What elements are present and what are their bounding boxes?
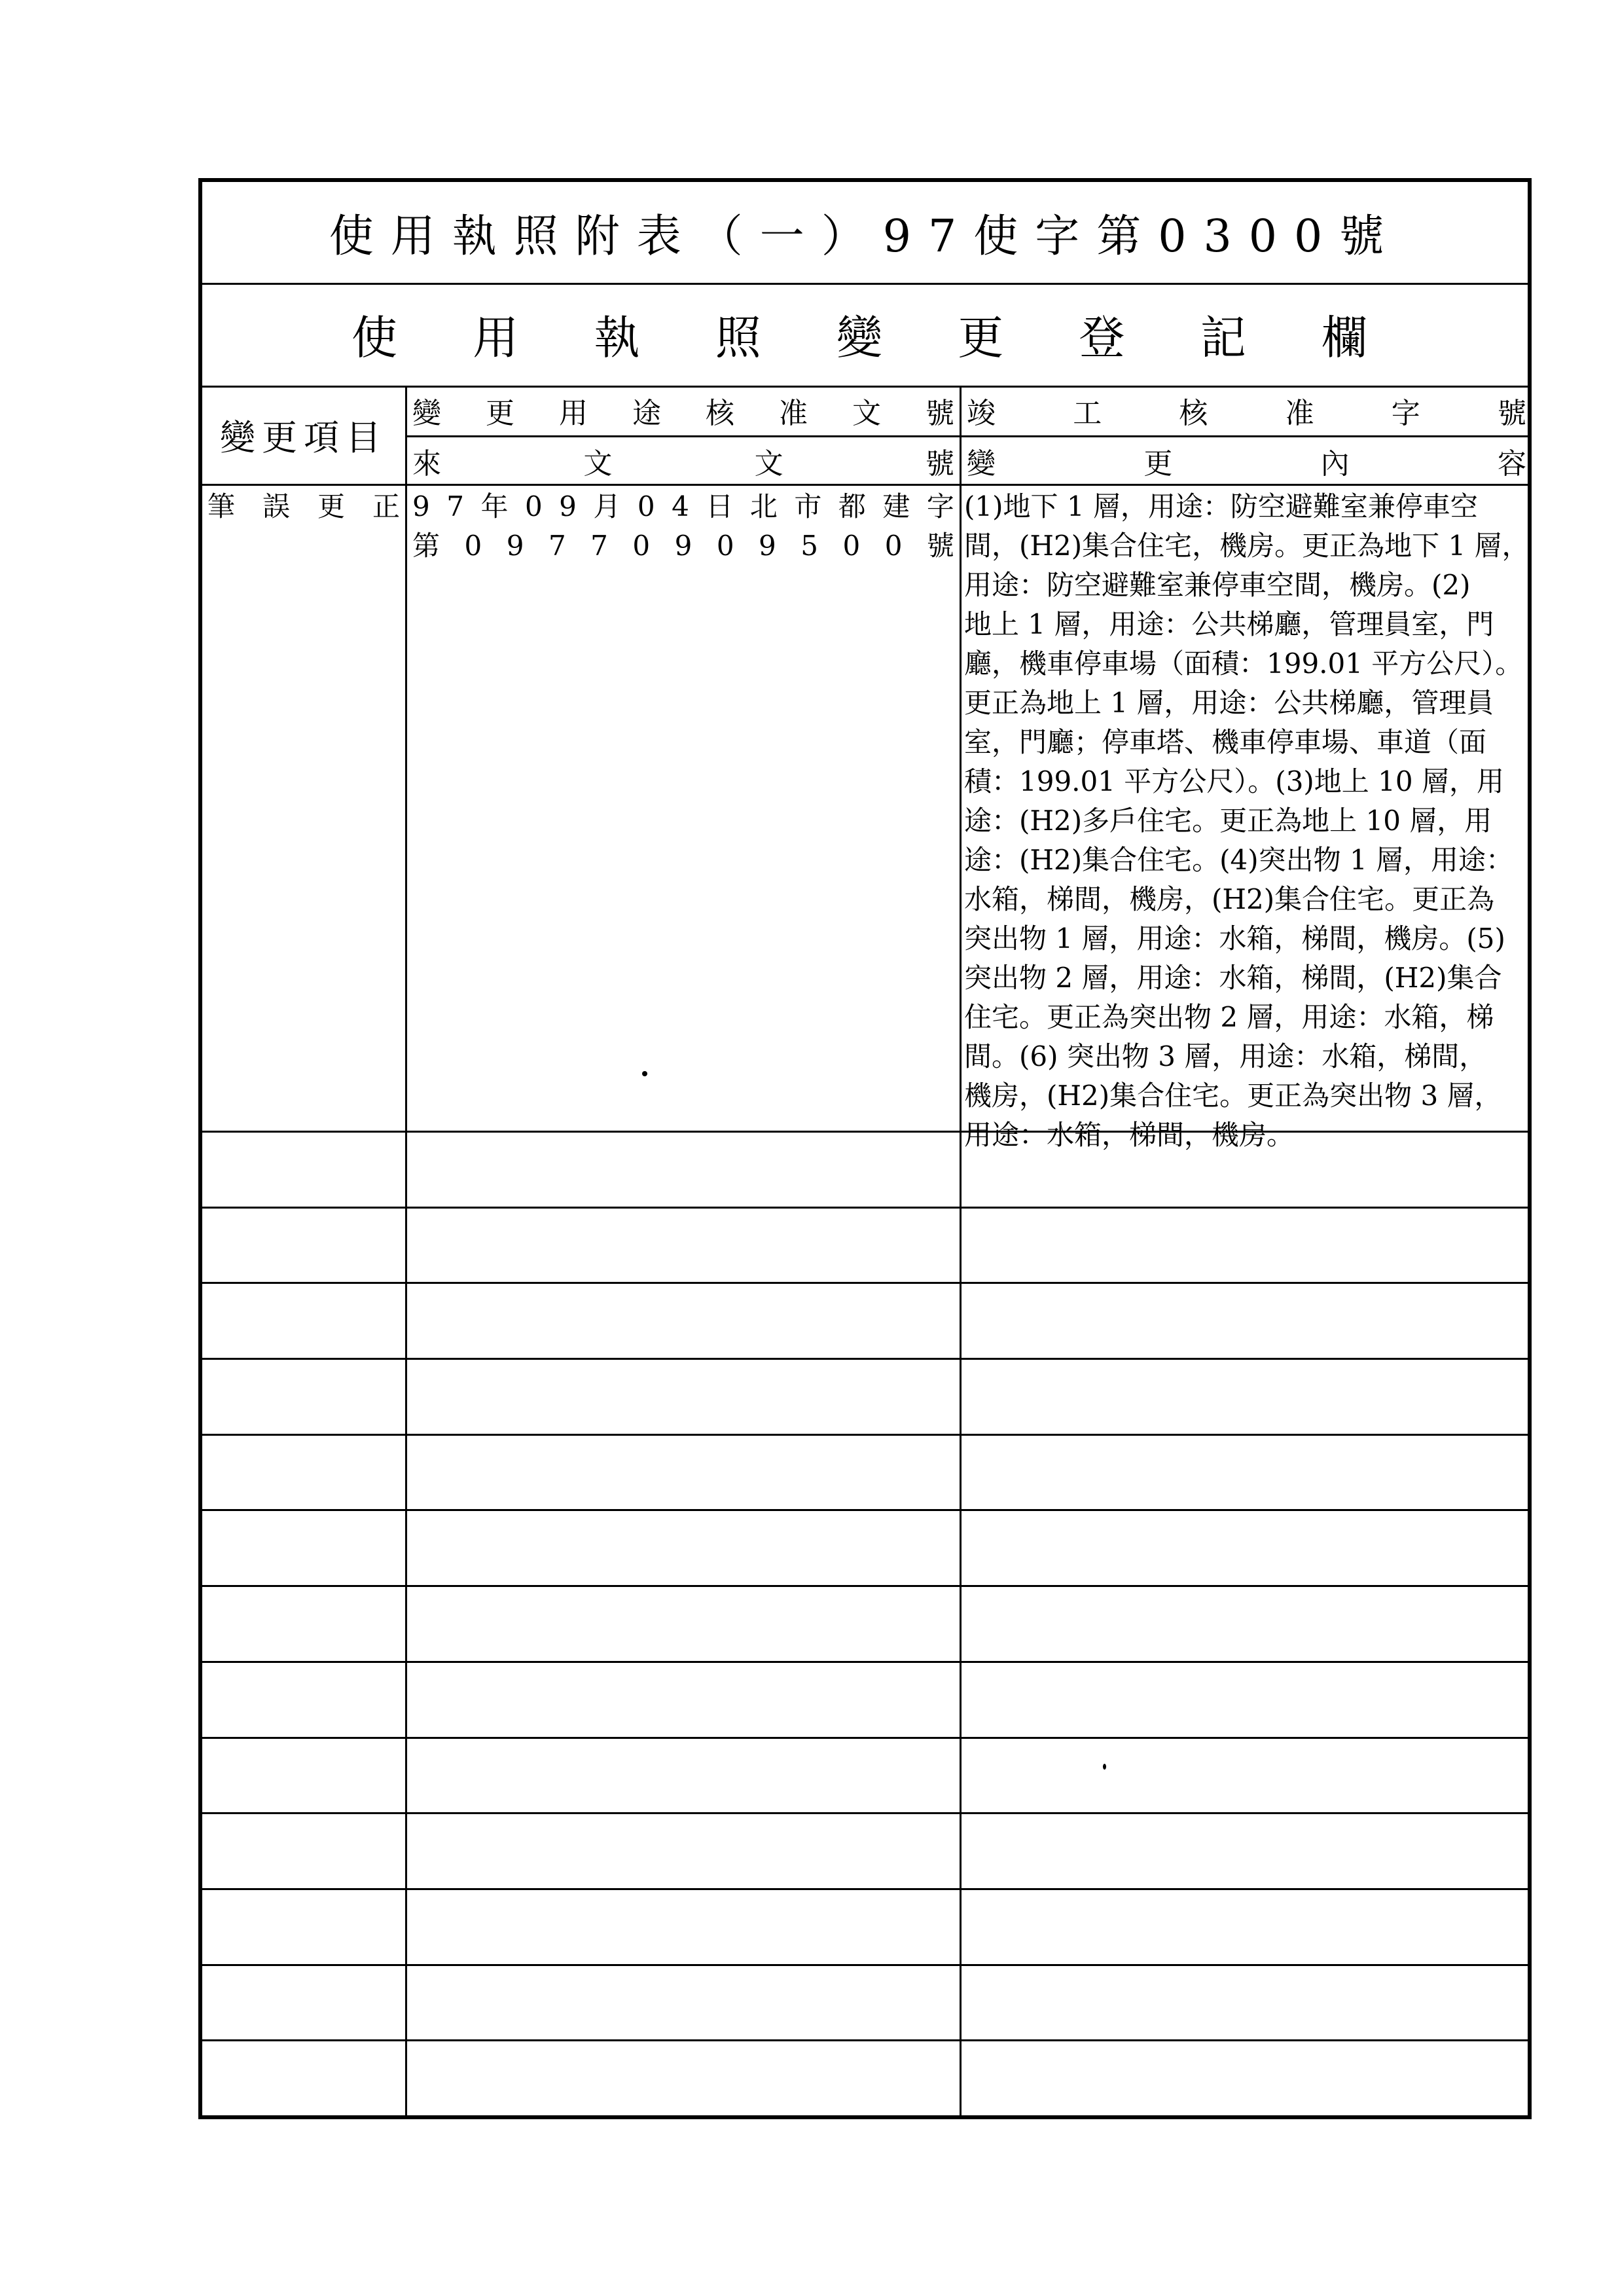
entry-item-char: 誤 xyxy=(262,490,290,522)
doc-char: 9 xyxy=(759,530,776,562)
content-line: 間。(6) 突出物 3 層，用途：水箱，梯間， xyxy=(964,1040,1487,1072)
doc-char: 市 xyxy=(794,490,822,522)
empty-row-divider xyxy=(202,1812,1528,1814)
doc-char: 9 xyxy=(506,530,524,562)
entry-doc-line2 xyxy=(407,526,960,566)
subtitle-char: 照 xyxy=(715,311,761,365)
header-approval-doc xyxy=(407,386,960,435)
doc-char: 0 xyxy=(716,530,734,562)
content-line: 地上 1 層，用途：公共梯廳，管理員室，門 xyxy=(964,608,1494,640)
subtitle-char: 使 xyxy=(351,311,397,365)
doc-char: 字 xyxy=(926,490,954,522)
empty-row-divider xyxy=(202,1282,1528,1284)
header-char: 文 xyxy=(852,397,881,430)
subtitle-char: 記 xyxy=(1200,311,1246,365)
header-char: 內 xyxy=(1320,446,1350,481)
content-line: 室，門廳；停車塔、機車停車場、車道（面 xyxy=(964,726,1487,758)
header-incoming-doc xyxy=(407,437,960,484)
doc-char: 9 xyxy=(674,530,692,562)
header-char: 來 xyxy=(412,446,441,481)
empty-row-divider xyxy=(202,1358,1528,1360)
content-line: (1)地下 1 層，用途：防空避難室兼停車空 xyxy=(964,490,1478,522)
doc-char: 0 xyxy=(842,530,861,562)
empty-row-divider xyxy=(202,1888,1528,1890)
header-change-item: 變更項目 xyxy=(220,416,387,458)
subtitle-char: 更 xyxy=(958,311,1004,365)
header-char: 變 xyxy=(412,397,441,430)
entry-item xyxy=(202,487,405,526)
doc-char: 0 xyxy=(637,490,655,522)
header-char: 容 xyxy=(1497,446,1526,481)
scan-speck xyxy=(642,1071,647,1076)
content-line: 積：199.01 平方公尺）。(3)地上 10 層，用 xyxy=(964,765,1504,797)
content-line: 用途：水箱，梯間，機房。 xyxy=(964,1119,1295,1151)
subtitle-char: 用 xyxy=(473,311,519,365)
entry-change-content xyxy=(964,487,1531,1155)
empty-row-divider xyxy=(202,1737,1528,1739)
header-char: 號 xyxy=(926,397,954,430)
scan-speck xyxy=(1103,1764,1106,1770)
empty-row-divider xyxy=(202,1434,1528,1436)
doc-char: 日 xyxy=(706,490,734,522)
subtitle-char: 變 xyxy=(836,311,882,365)
empty-row-divider xyxy=(202,2039,1528,2041)
content-line: 突出物 2 層，用途：水箱，梯間，(H2)集合 xyxy=(964,962,1502,994)
doc-char: 建 xyxy=(882,490,910,522)
doc-char: 4 xyxy=(672,490,689,522)
header-change-content xyxy=(962,437,1532,484)
empty-row-divider xyxy=(202,1661,1528,1663)
doc-char: 第 xyxy=(412,530,440,562)
doc-char: 都 xyxy=(838,490,866,522)
entry-item-char: 正 xyxy=(372,490,400,522)
empty-row-divider xyxy=(202,1509,1528,1511)
subtitle-char: 登 xyxy=(1079,311,1125,365)
header-char: 工 xyxy=(1073,397,1102,430)
content-line: 途：(H2)多戶住宅。更正為地上 10 層，用 xyxy=(964,805,1492,837)
doc-char: 5 xyxy=(800,530,818,562)
header-char: 准 xyxy=(779,397,808,430)
content-line: 突出物 1 層，用途：水箱，梯間，機房。(5) xyxy=(964,922,1505,955)
doc-char: 7 xyxy=(590,530,608,562)
header-char: 更 xyxy=(486,397,514,430)
column-divider xyxy=(405,386,407,2115)
header-char: 核 xyxy=(706,397,734,430)
subtitle-char: 執 xyxy=(594,311,640,365)
entry-item-char: 筆 xyxy=(207,490,236,522)
doc-char: 9 xyxy=(412,490,430,522)
form-subtitle xyxy=(202,283,1528,386)
header-char: 文 xyxy=(754,446,783,481)
subtitle-char: 欄 xyxy=(1321,311,1367,365)
header-completion-no xyxy=(962,386,1532,435)
header-char: 准 xyxy=(1285,397,1314,430)
content-line: 廳，機車停車場（面積：199.01 平方公尺）。 xyxy=(964,647,1523,680)
entry-doc-line1 xyxy=(407,487,960,526)
column-divider xyxy=(960,386,962,2115)
header-char: 途 xyxy=(632,397,661,430)
header-char: 號 xyxy=(925,446,954,481)
content-line: 更正為地上 1 層，用途：公共梯廳，管理員 xyxy=(964,687,1494,719)
content-line: 機房，(H2)集合住宅。更正為突出物 3 層， xyxy=(964,1080,1502,1112)
header-char: 竣 xyxy=(967,397,996,430)
empty-row-divider xyxy=(202,1964,1528,1966)
doc-char: 北 xyxy=(749,490,778,522)
header-char: 文 xyxy=(583,446,613,481)
content-line: 水箱，梯間，機房，(H2)集合住宅。更正為 xyxy=(964,883,1495,915)
header-char: 字 xyxy=(1391,397,1420,430)
doc-char: 7 xyxy=(446,490,464,522)
doc-char: 月 xyxy=(593,490,621,522)
doc-char: 7 xyxy=(548,530,566,562)
header-char: 號 xyxy=(1497,397,1526,430)
empty-row-divider xyxy=(202,1585,1528,1587)
doc-char: 號 xyxy=(926,530,954,562)
divider xyxy=(202,484,1528,486)
content-line: 用途：防空避難室兼停車空間，機房。(2) xyxy=(964,569,1471,601)
permit-change-form xyxy=(198,178,1532,2119)
doc-char: 年 xyxy=(480,490,509,522)
doc-char: 0 xyxy=(524,490,543,522)
header-char: 用 xyxy=(559,397,588,430)
empty-row-divider xyxy=(202,1207,1528,1209)
header-char: 變 xyxy=(967,446,996,481)
form-title: 使用執照附表（一）97使字第0300號 xyxy=(329,210,1401,263)
header-char: 核 xyxy=(1179,397,1208,430)
doc-char: 0 xyxy=(884,530,903,562)
entry-item-char: 更 xyxy=(317,490,345,522)
header-char: 更 xyxy=(1143,446,1173,481)
doc-char: 0 xyxy=(632,530,651,562)
divider xyxy=(202,1131,1528,1133)
doc-char: 9 xyxy=(559,490,577,522)
content-line: 住宅。更正為突出物 2 層，用途：水箱，梯 xyxy=(964,1001,1494,1033)
content-line: 間，(H2)集合住宅，機房。更正為地下 1 層， xyxy=(964,530,1530,562)
content-line: 途：(H2)集合住宅。(4)突出物 1 層，用途： xyxy=(964,844,1514,876)
doc-char: 0 xyxy=(464,530,482,562)
